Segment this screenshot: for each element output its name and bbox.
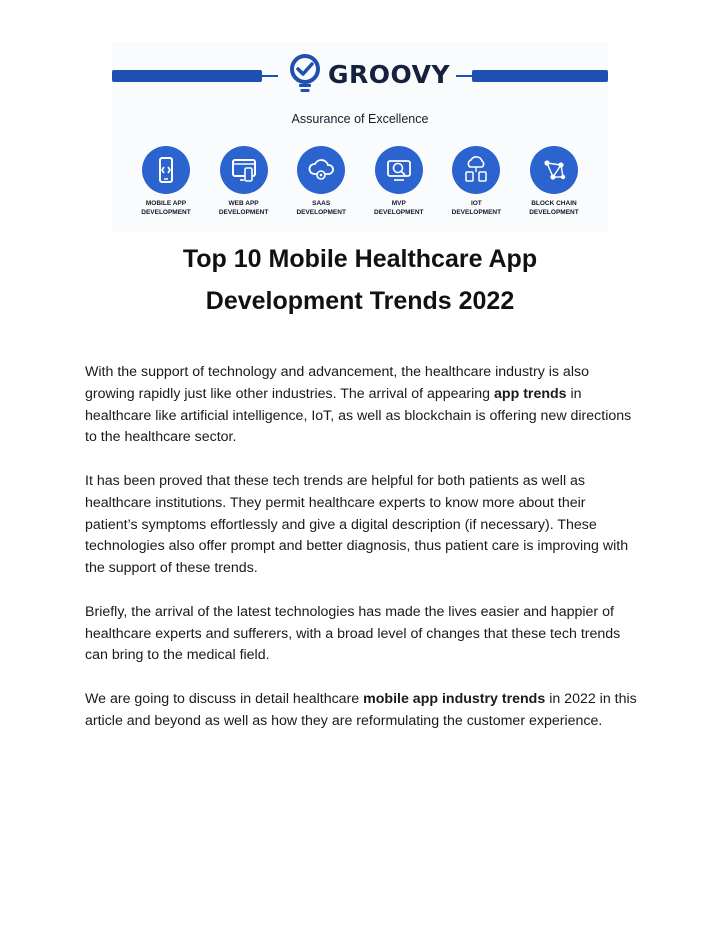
brand-name: GROOVY <box>328 59 451 89</box>
service-label: MOBILE APP DEVELOPMENT <box>141 200 191 216</box>
services-row <box>130 146 590 217</box>
paragraph-text: in healthcare like artificial intelligence, IoT, as well as blockchain is offering new directions to the healthcare sector. <box>85 385 632 446</box>
service-saas <box>285 146 357 217</box>
title-line-1: Top 10 Mobile Healthcare App <box>182 245 538 273</box>
groovy-logo <box>288 54 450 94</box>
banner-bar-tail-right <box>456 75 472 77</box>
blockchain-network-icon <box>530 146 578 194</box>
service-iot <box>440 146 512 217</box>
article-body <box>85 362 637 754</box>
page-title <box>0 238 720 322</box>
service-mobile-app <box>130 146 202 217</box>
service-blockchain <box>518 146 590 217</box>
paragraph-3: Briefly, the arrival of the latest technologies has made the lives easier and happier of healthcare experts and sufferers, with a broad level of changes that these tech trends can bring to the medical field. <box>85 603 621 664</box>
service-mvp <box>363 146 435 217</box>
cloud-gear-icon <box>297 146 345 194</box>
lightbulb-check-icon <box>288 54 322 94</box>
service-web-app <box>208 146 280 217</box>
paragraph-2: It has been proved that these tech trends are helpful for both patients as well as healthcare institutions. They permit healthcare experts to know more about their patient’s symptoms effortlessly and give a digital description (if necessary). These technologies also offer prompt and better diagnosis, thus patient care is improving with the support of these trends. <box>85 472 629 577</box>
web-app-icon <box>220 146 268 194</box>
banner-bar-tail-left <box>262 75 278 77</box>
bold-keyword: app trends <box>494 385 567 402</box>
paragraph-1 <box>85 362 637 449</box>
iot-cloud-icon <box>452 146 500 194</box>
paragraph-4 <box>85 689 637 733</box>
paragraph-text: We are going to discuss in detail healthcare <box>85 690 364 707</box>
paragraph-text: in 2022 in this article and beyond as well as how they are reformulating the customer experience. <box>85 690 637 729</box>
service-label: IOT DEVELOPMENT <box>451 200 502 216</box>
title-line-2: Development Trends 2022 <box>205 287 515 315</box>
banner-bar-left <box>112 70 262 82</box>
service-label: BLOCK CHAIN DEVELOPMENT <box>529 200 579 216</box>
mvp-search-icon <box>375 146 423 194</box>
company-banner <box>112 42 608 232</box>
bold-keyword: mobile app industry trends <box>363 690 546 707</box>
mobile-code-icon <box>142 146 190 194</box>
banner-bar-right <box>472 70 608 82</box>
paragraph-text: With the support of technology and advancement, the healthcare industry is also growing rapidly just like other industries. The arrival of appearing <box>85 364 589 402</box>
service-label: WEB APP DEVELOPMENT <box>218 200 269 216</box>
service-label: MVP DEVELOPMENT <box>374 200 424 216</box>
tagline: Assurance of Excellence <box>291 112 429 126</box>
service-label: SAAS DEVELOPMENT <box>296 200 346 216</box>
